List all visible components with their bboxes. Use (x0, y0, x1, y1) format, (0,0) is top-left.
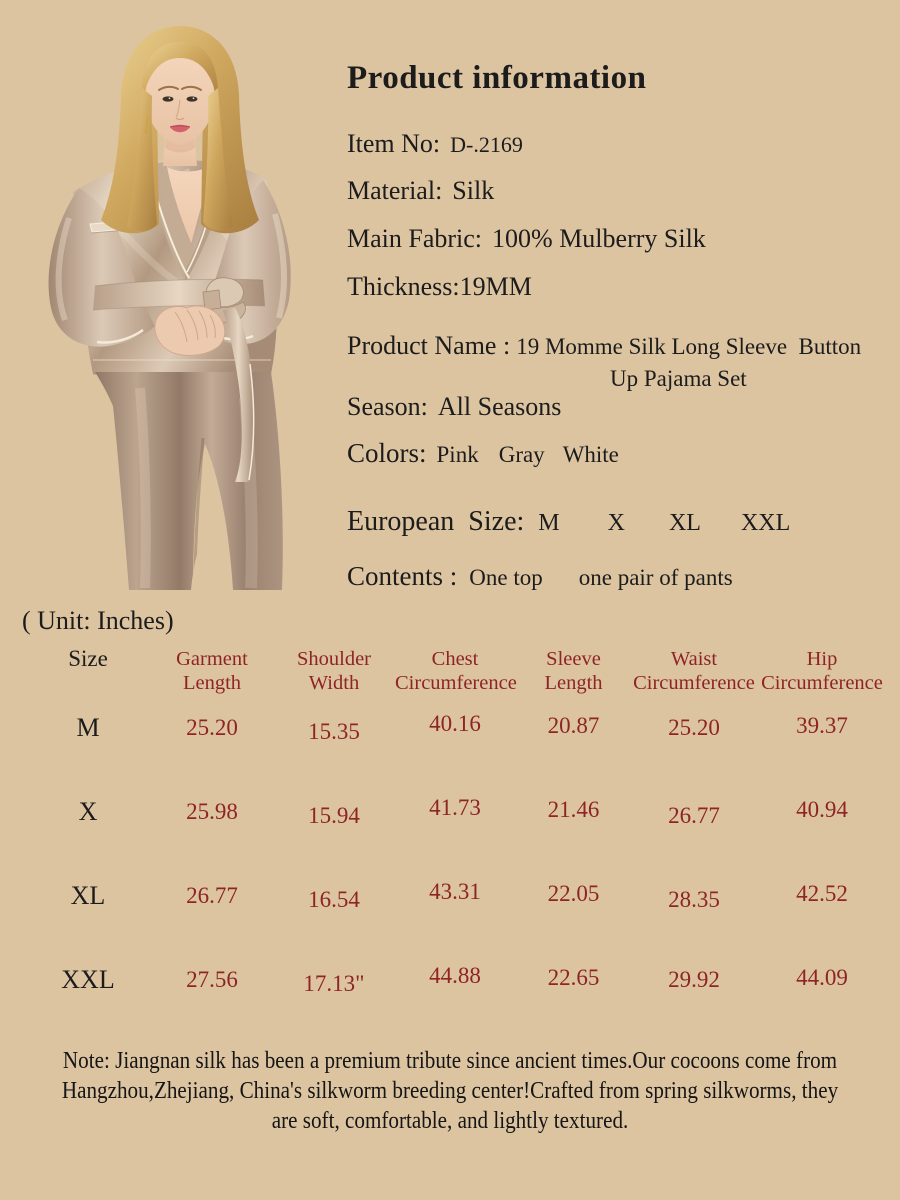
column-header-sleeve-length: Sleeve Length (544, 648, 603, 694)
main-fabric-value: 100% Mulberry Silk (492, 224, 706, 253)
item-no-label: Item No: (347, 129, 441, 158)
size-option-xl: XL (668, 510, 701, 536)
item-no-value: D-.2169 (450, 132, 523, 157)
table-cell: 26.77 (186, 883, 238, 908)
table-cell: 22.05 (547, 881, 600, 906)
contents-label: Contents : (347, 561, 458, 591)
table-cell: 43.31 (429, 879, 481, 904)
unit-note: ( Unit: Inches) (22, 606, 174, 635)
product-info-panel (347, 0, 900, 600)
product-name-line (347, 331, 861, 361)
table-cell: 26.77 (668, 803, 720, 828)
table-cell: 41.73 (429, 795, 481, 820)
column-header-shoulder-width: Shoulder Width (296, 648, 372, 694)
size-option-xxl: XXL (740, 510, 791, 536)
size-option-m: M (538, 510, 560, 536)
colors-line (347, 438, 619, 469)
material-value: Silk (452, 176, 495, 205)
table-cell: 16.54 (308, 887, 360, 912)
table-cell: 22.65 (547, 965, 600, 990)
contents-value-top: One top (469, 565, 543, 590)
thickness-label: Thickness:19MM (347, 272, 532, 301)
material-line (347, 176, 494, 206)
column-header-chest-circumference: Chest Circumference (395, 648, 517, 694)
pajama-top (49, 160, 291, 396)
silk-note-line-3: are soft, comfortable, and lightly textured. (271, 1108, 629, 1134)
model-hands (155, 306, 225, 355)
table-cell: 27.56 (186, 967, 238, 992)
size-chart-table (25, 645, 888, 1039)
table-cell: 25.20 (186, 715, 238, 740)
contents-value-pants: one pair of pants (578, 565, 733, 590)
contents-line (347, 561, 733, 592)
table-cell: 17.13" (303, 971, 365, 996)
european-size-label: European Size: (347, 506, 525, 537)
table-cell: 25.98 (186, 799, 238, 824)
table-cell: 15.94 (308, 803, 360, 828)
table-cell: 25.20 (668, 715, 720, 740)
table-cell: 28.35 (668, 887, 720, 912)
table-row-size-label: M (76, 713, 100, 742)
table-cell: 42.52 (796, 881, 848, 906)
table-row-size-label: XXL (61, 965, 115, 994)
main-fabric-line (347, 224, 706, 254)
thickness-line (347, 272, 532, 302)
season-line (347, 392, 561, 422)
color-option-pink: Pink (436, 442, 479, 467)
column-header-waist-circumference: Waist Circumference (633, 648, 755, 694)
season-label: Season: (347, 392, 428, 421)
main-fabric-label: Main Fabric: (347, 224, 483, 253)
european-size-line (347, 506, 790, 538)
table-cell: 44.88 (429, 963, 481, 988)
color-option-white: White (562, 442, 619, 467)
table-cell: 15.35 (308, 719, 360, 744)
size-option-x: X (607, 510, 625, 536)
material-label: Material: (347, 176, 443, 205)
table-cell: 40.94 (796, 797, 848, 822)
color-option-gray: Gray (498, 442, 545, 467)
table-cell: 21.46 (547, 797, 600, 822)
silk-note (54, 1046, 846, 1136)
silk-note-line-1: Note: Jiangnan silk has been a premium tribute since ancient times.Our cocoons come from (62, 1048, 838, 1074)
table-cell: 44.09 (796, 965, 848, 990)
season-value: All Seasons (437, 392, 562, 421)
product-name-value-2: Up Pajama Set (610, 366, 747, 391)
table-row-size-label: XL (70, 881, 106, 910)
silk-note-line-2: Hangzhou,Zhejiang, China's silkworm breeding center!Crafted from spring silkworms, they (61, 1078, 839, 1104)
colors-label: Colors: (347, 438, 427, 468)
model-photo (35, 8, 305, 593)
table-cell: 40.16 (429, 711, 481, 736)
column-header-garment-length: Garment Length (176, 648, 248, 694)
page-title: Product information (347, 60, 647, 96)
item-no-line (347, 129, 523, 159)
column-header-size: Size (68, 646, 108, 671)
pajama-pants (95, 372, 283, 590)
table-cell: 29.92 (668, 967, 720, 992)
table-cell: 39.37 (796, 713, 848, 738)
column-header-hip-circumference: Hip Circumference (761, 648, 883, 694)
table-row-size-label: X (78, 797, 98, 826)
table-cell: 20.87 (547, 713, 600, 738)
product-name-label: Product Name : (347, 331, 511, 360)
product-name-value-1: 19 Momme Silk Long Sleeve Button (516, 334, 862, 359)
